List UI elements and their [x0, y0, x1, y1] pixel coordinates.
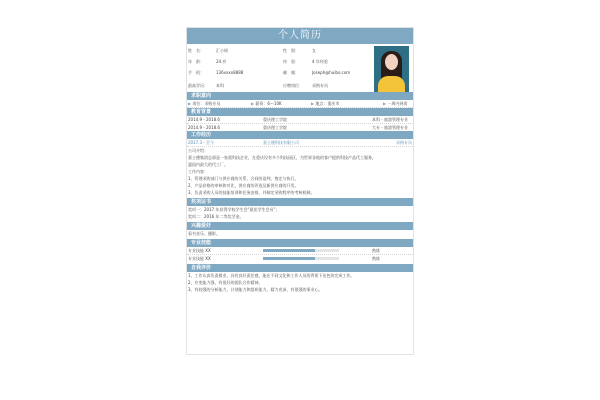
award-item: 奖项二：2016 年二等奖学金。	[188, 214, 244, 219]
intent-position: 岗位：采购专员	[192, 101, 221, 106]
name-value: 汇小瑶	[216, 48, 228, 53]
skill-bar-fill	[263, 257, 315, 260]
info-row-name	[187, 46, 372, 55]
photo-face	[385, 54, 398, 70]
skill-name: 专业技能 XX	[188, 256, 211, 261]
age-value: 24.岁	[216, 59, 227, 64]
work-duty: 1、管理采购部门与供应商的关系，合同的谈判，签定与执行。	[188, 176, 299, 181]
email-value: Joseph@huibo.com	[312, 70, 351, 75]
resume-title: 个人简历	[187, 28, 413, 44]
work-duty: 3、负责采购人员的技能培训和任务安排，并制定采购程序的考核机制。	[188, 190, 315, 195]
skill-row	[187, 255, 413, 262]
exp-value: 4 年经验	[312, 59, 328, 64]
edu-major: 大专 - 旅游管理专业	[372, 125, 408, 130]
edu-period: 2014.9 - 2018.6	[188, 125, 220, 130]
hobby-text: 看书音乐、播影。	[188, 231, 220, 236]
photo-shirt	[378, 76, 405, 92]
phone-label: 手 机：	[188, 70, 204, 75]
work-content-label: 工作内容：	[188, 169, 208, 174]
award-item: 奖项一：2017 年获得学校学生会“最佳学生会员”；	[188, 207, 280, 212]
apply-label: 应聘岗位：	[283, 83, 303, 88]
skill-level: 熟练	[372, 256, 380, 261]
triangle-icon: ▶	[188, 101, 193, 106]
skill-bar	[263, 249, 339, 252]
edu-row-1	[187, 116, 413, 124]
email-label: 邮 箱：	[283, 70, 299, 75]
name-label: 姓 名：	[188, 48, 204, 53]
triangle-icon: ▶	[311, 101, 316, 106]
intent-salary: 薪资：6～10K	[255, 101, 282, 106]
work-intro: 嘉士德集团总部是一家重科技企业，在重庆设有多个科技园区，为世界各地的客户提供科技产品代工服务，	[188, 155, 376, 160]
triangle-icon: ▶	[383, 101, 388, 106]
work-header	[187, 139, 413, 147]
gender-label: 性 别：	[283, 48, 299, 53]
edu-school: 重庆理工学院	[263, 125, 287, 130]
self-item: 3、有较强的分析能力，计划能力和组织能力，精力充沛，有很强的事业心。	[188, 287, 323, 292]
resume-sheet	[186, 27, 414, 355]
info-row-phone	[187, 68, 372, 77]
section-education: 教育背景	[187, 108, 413, 116]
exp-label: 经 验：	[283, 59, 299, 64]
work-intro-label: 公司介绍：	[188, 148, 208, 153]
profile-photo	[374, 46, 409, 92]
edu-value: 本科	[216, 83, 224, 88]
skill-bar-fill	[263, 249, 315, 252]
intent-time: 一周内到岗	[387, 101, 408, 106]
gender-value: 女	[312, 48, 316, 53]
section-hobby: 兴趣爱好	[187, 222, 413, 230]
triangle-icon: ▶	[251, 101, 256, 106]
intent-location: 地点：重庆市	[315, 101, 340, 106]
edu-school: 重庆理工学院	[263, 117, 287, 122]
self-item: 2、应变能力强，有很好的团队合作精神。	[188, 280, 263, 285]
self-item: 1、工作认真负责敬业，具有良好责任感，能在不同文化和工作人员的背景下出色的完成工作。	[188, 273, 355, 278]
edu-label: 最高学历：	[188, 83, 208, 88]
edu-major: 本科 - 旅游管理专业	[372, 117, 408, 122]
work-duty: 2、产品价格的审核和对比，供应商的评选及新供应商的开发。	[188, 183, 299, 188]
section-skills: 专业技能	[187, 239, 413, 247]
skill-level: 熟练	[372, 248, 380, 253]
section-awards: 奖项证书	[187, 198, 413, 206]
apply-value: 采购专员	[312, 83, 328, 88]
personal-info	[187, 44, 413, 92]
section-self: 自我评价	[187, 264, 413, 272]
phone-value: 136xxxx8888	[216, 70, 244, 75]
skill-name: 专业技能 XX	[188, 248, 211, 253]
edu-row-2	[187, 124, 413, 131]
skill-bar	[263, 257, 339, 260]
work-period: 2017.3 - 至今	[188, 140, 214, 145]
info-row-age	[187, 57, 372, 66]
section-intent: 求职意向	[187, 92, 413, 100]
section-work: 工作经历	[187, 131, 413, 139]
age-label: 年 龄：	[188, 59, 204, 64]
work-role: 采购专员	[396, 140, 412, 145]
work-intro-2: 惠国内最大的代工厂。	[188, 162, 228, 167]
work-company: 嘉士德科技有限公司	[263, 140, 299, 145]
info-row-edu	[187, 81, 372, 90]
skill-row	[187, 247, 413, 255]
edu-period: 2014.9 - 2018.6	[188, 117, 220, 122]
intent-row	[187, 100, 413, 108]
